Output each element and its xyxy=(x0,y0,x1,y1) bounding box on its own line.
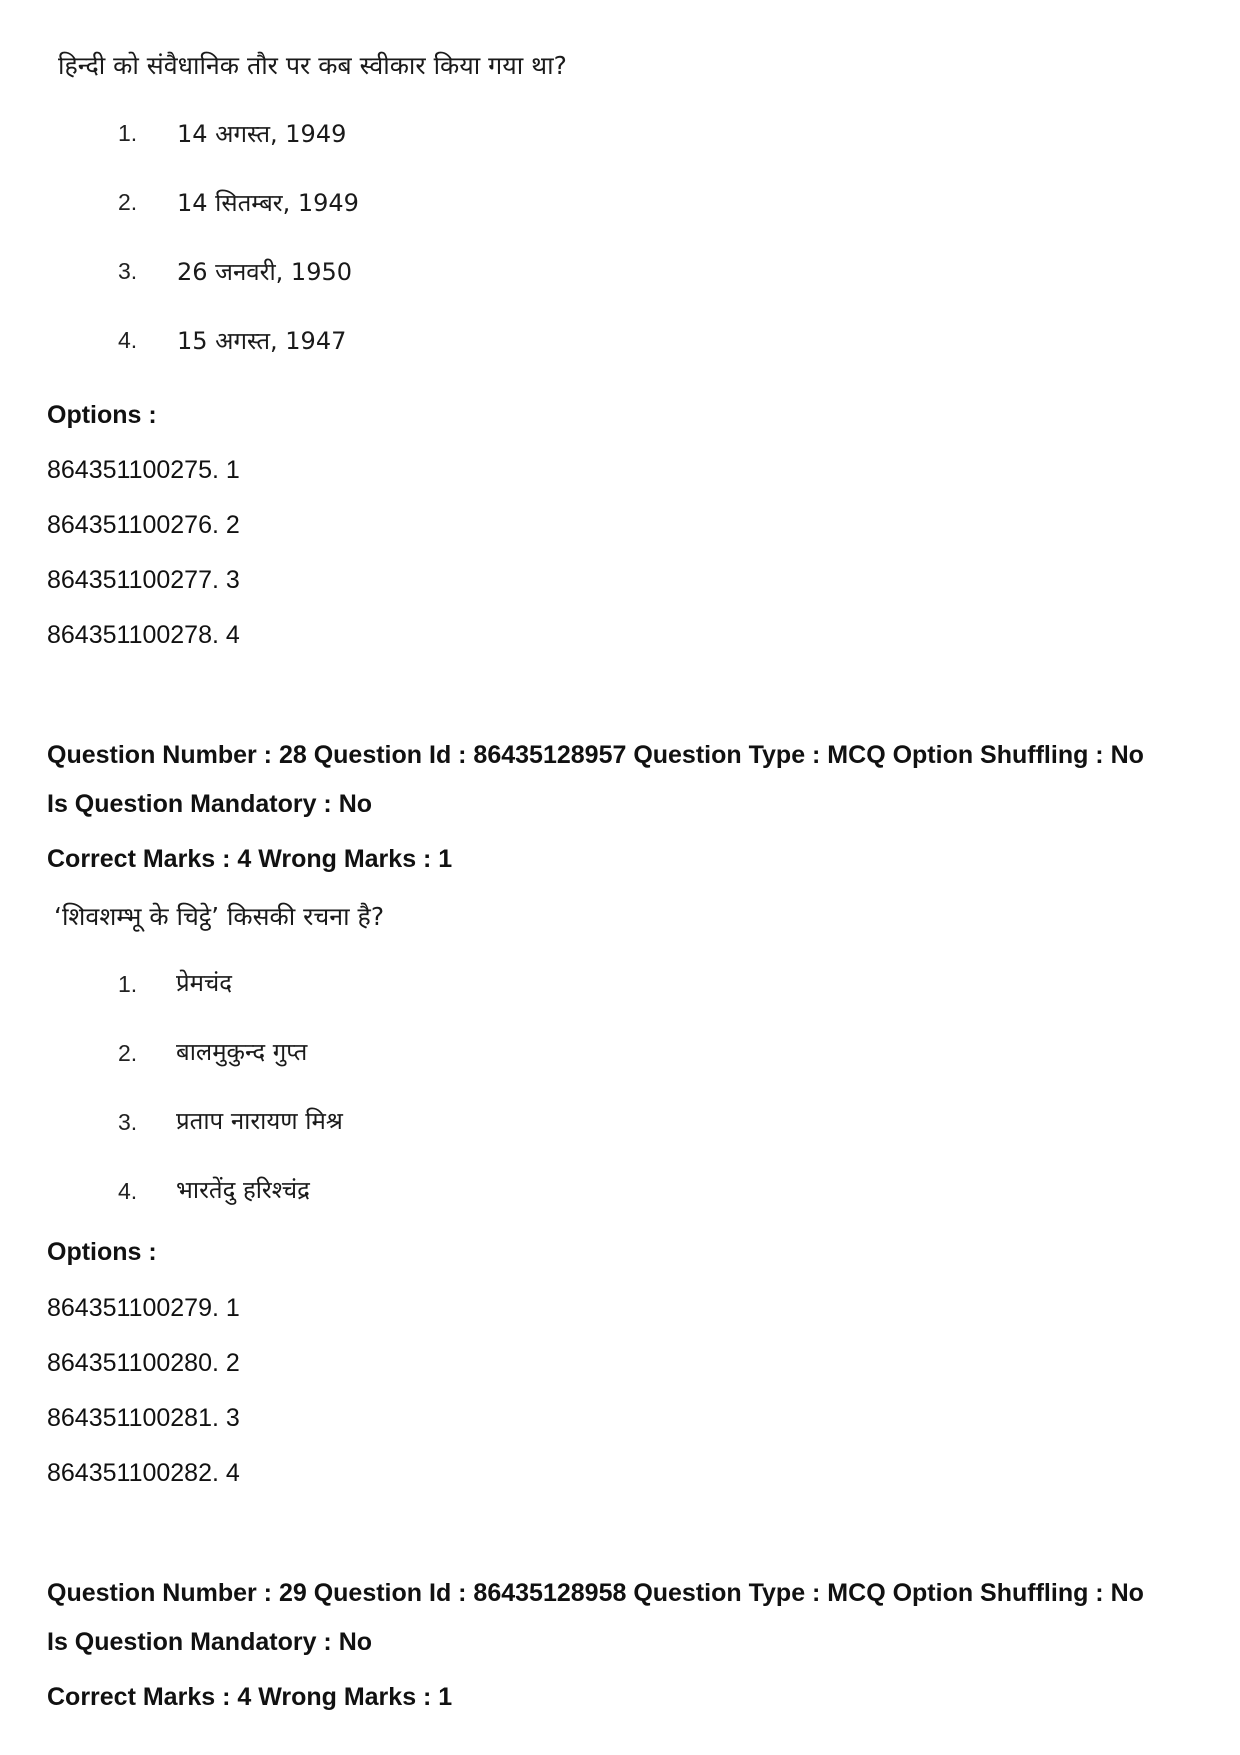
q27-options-label: Options : xyxy=(47,401,157,429)
q29-meta-line-2: Is Question Mandatory : No xyxy=(47,1628,373,1656)
q28-choice-1-text: प्रेमचंद xyxy=(176,969,232,997)
q28-choice-4-text: भारतेंदु हरिश्चंद्र xyxy=(176,1176,310,1204)
q29-marks: Correct Marks : 4 Wrong Marks : 1 xyxy=(47,1683,453,1711)
q28-option-3: 864351100281. 3 xyxy=(47,1404,240,1432)
q27-choice-4-text: 15 अगस्त, 1947 xyxy=(177,327,347,355)
q27-option-2: 864351100276. 2 xyxy=(47,511,240,539)
q28-option-2: 864351100280. 2 xyxy=(47,1349,240,1377)
q28-choice-2-text: बालमुकुन्द गुप्त xyxy=(176,1038,308,1066)
q28-option-4: 864351100282. 4 xyxy=(47,1459,240,1487)
q27-choice-2-number: 2. xyxy=(118,189,138,215)
q28-choice-4-number: 4. xyxy=(118,1178,138,1204)
q29-meta-line-1: Question Number : 29 Question Id : 86435128958 Question Type : MCQ Option Shuffling : No xyxy=(47,1579,1144,1607)
q27-option-1: 864351100275. 1 xyxy=(47,456,240,484)
q27-choice-2-text: 14 सितम्बर, 1949 xyxy=(177,189,359,217)
q28-question-text: ‘शिवशम्भू के चिट्ठे’ किसकी रचना है? xyxy=(54,902,385,931)
q28-option-1: 864351100279. 1 xyxy=(47,1294,240,1322)
q27-choice-3-text: 26 जनवरी, 1950 xyxy=(177,258,353,286)
q28-marks: Correct Marks : 4 Wrong Marks : 1 xyxy=(47,845,453,873)
q27-option-4: 864351100278. 4 xyxy=(47,621,240,649)
q27-choice-4-number: 4. xyxy=(118,327,138,353)
q27-option-3: 864351100277. 3 xyxy=(47,566,240,594)
q27-choice-3-number: 3. xyxy=(118,258,138,284)
q27-choice-1-number: 1. xyxy=(118,120,138,146)
q28-meta-line-2: Is Question Mandatory : No xyxy=(47,790,373,818)
q28-choice-3-text: प्रताप नारायण मिश्र xyxy=(176,1107,343,1135)
q27-question-text: हिन्दी को संवैधानिक तौर पर कब स्वीकार किया गया था? xyxy=(58,51,567,80)
q27-choice-1-text: 14 अगस्त, 1949 xyxy=(177,120,347,148)
q28-choice-2-number: 2. xyxy=(118,1040,138,1066)
q28-choice-3-number: 3. xyxy=(118,1109,138,1135)
q28-options-label: Options : xyxy=(47,1238,157,1266)
q28-choice-1-number: 1. xyxy=(118,971,138,997)
q28-meta-line-1: Question Number : 28 Question Id : 86435128957 Question Type : MCQ Option Shuffling : No xyxy=(47,741,1144,769)
